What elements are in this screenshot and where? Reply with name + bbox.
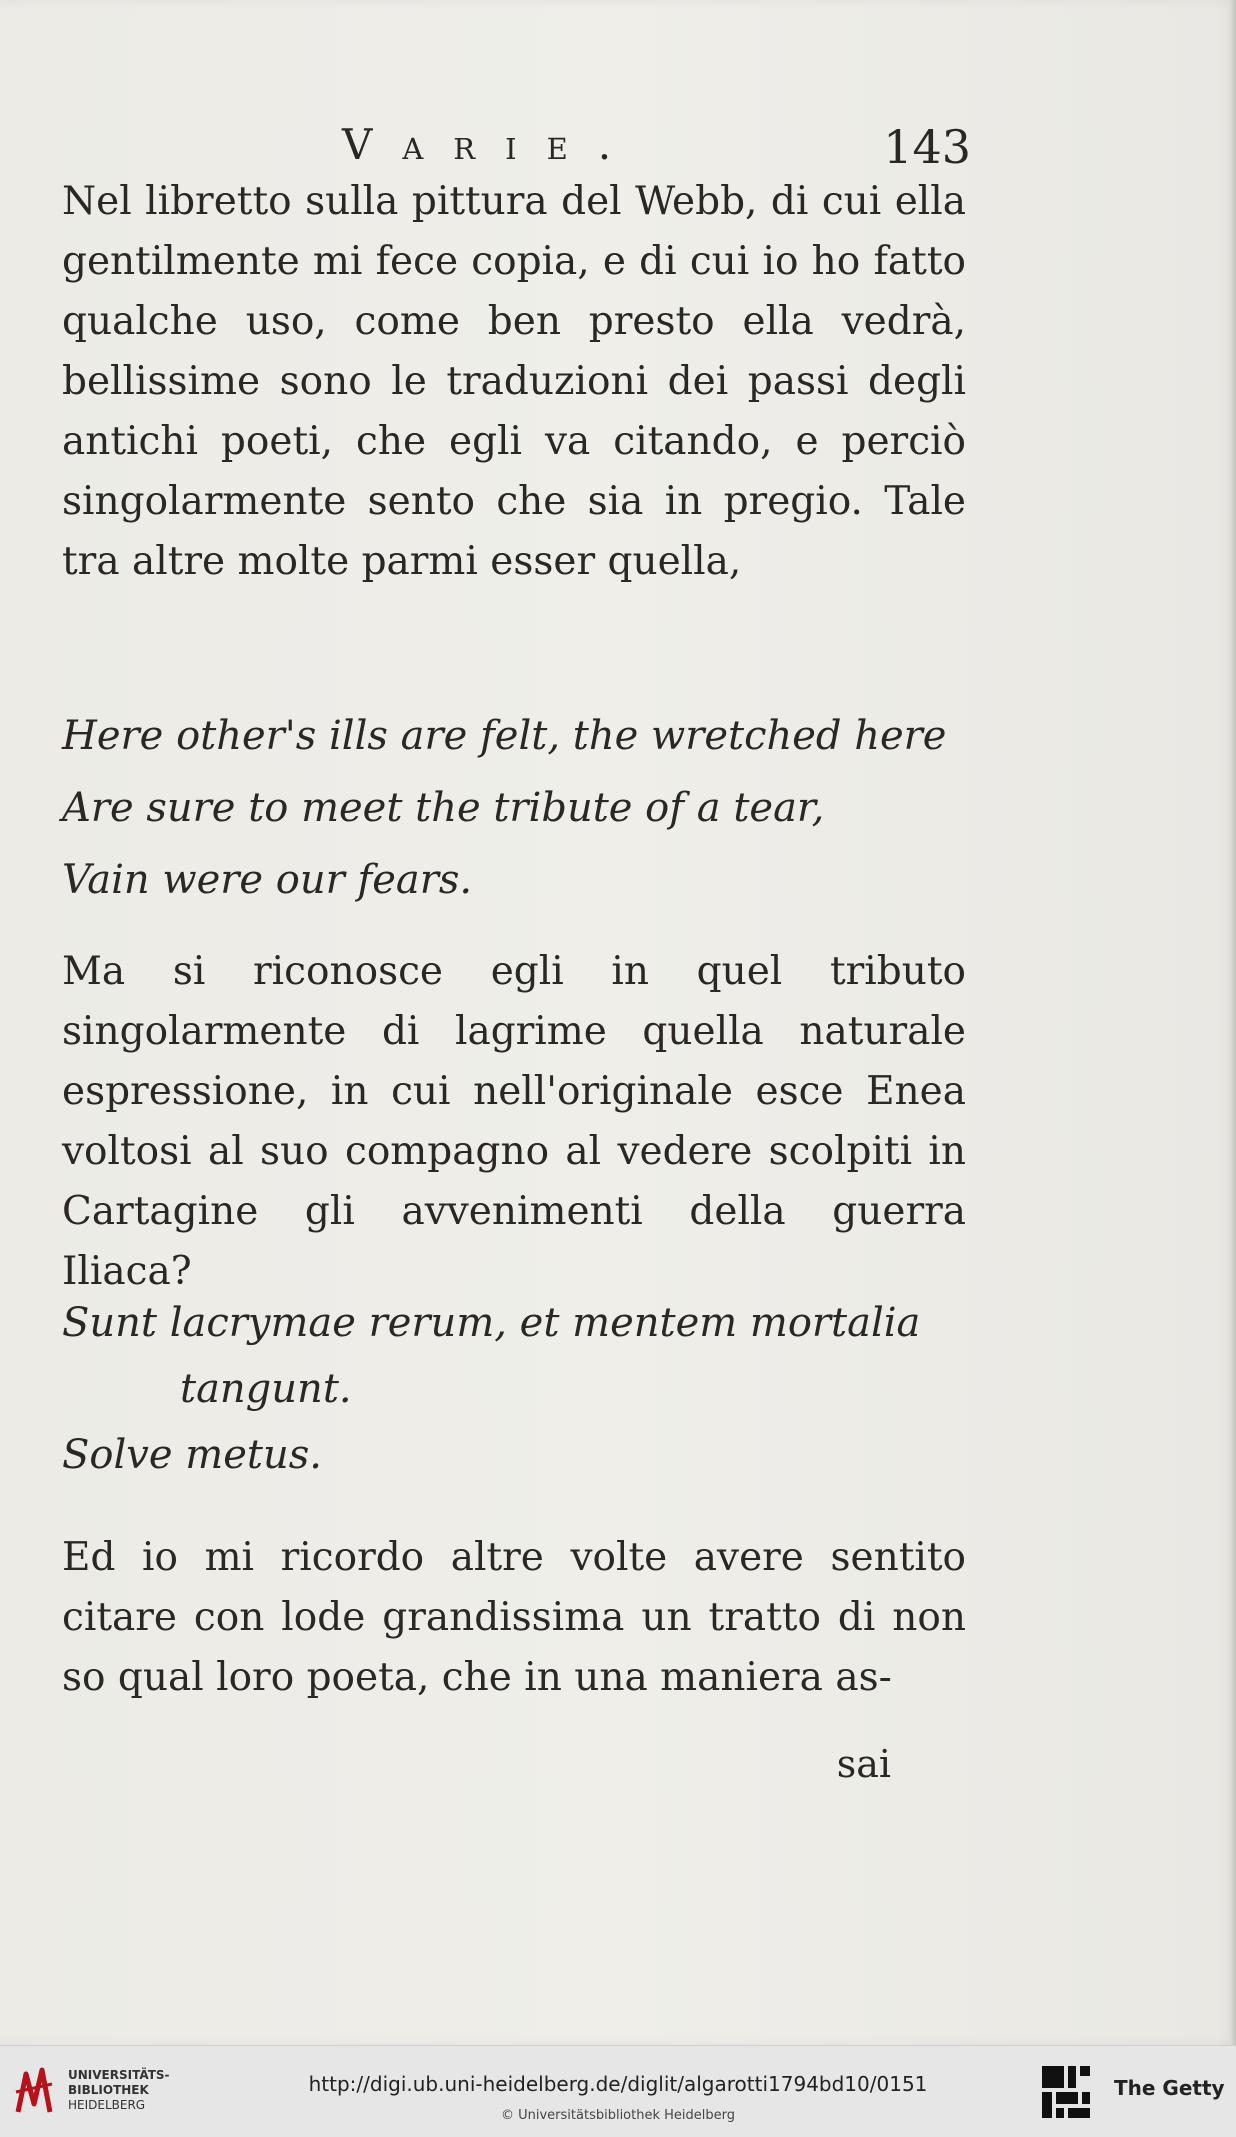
viewer-footer <box>0 2045 1236 2137</box>
verse-line: Vain were our fears. <box>62 857 473 903</box>
page-edge-shadow <box>1230 0 1236 2045</box>
permalink-url[interactable]: http://digi.ub.uni-heidelberg.de/diglit/algarotti1794bd10/0151 <box>308 2072 928 2096</box>
partner-name: The Getty <box>1114 2076 1225 2100</box>
paragraph-2-text: Ma si riconosce egli in quel tributo singolarmente di lagrime quella naturale espressione, in cui nell'originale esce Enea voltosi al suo compagno al vedere scolpiti in Cartagine gli avvenimenti della guerra Iliaca? <box>62 949 966 1294</box>
verse-line: Here other's ills are felt, the wretched here <box>62 713 947 759</box>
verse-quote-english <box>62 700 966 916</box>
verse-line: Sunt lacrymae rerum, et mentem mortalia <box>62 1300 921 1346</box>
paragraph-1-text: Nel libretto sulla pittura del Webb, di cui ella gentilmente mi fece copia, e di cui io ho fatto qualche uso, come ben presto ella vedrà, bellissime sono le traduzioni dei passi degli antichi poeti, che egli va citando, e perciò singolarmente sento che sia in pregio. Tale tra altre molte parmi esser quella, <box>62 179 966 584</box>
paragraph-3 <box>62 1528 966 1708</box>
paragraph-2 <box>62 942 966 1302</box>
page-number: 143 <box>883 120 971 174</box>
running-header <box>0 112 1236 172</box>
verse-line: Are sure to meet the tribute of a tear, <box>62 785 825 831</box>
getty-logo-icon <box>1040 2064 1092 2120</box>
library-name-line-1: UNIVERSITÄTS- <box>68 2068 170 2082</box>
paragraph-3-text: Ed io mi ricordo altre volte avere sentito citare con lode grandissima un tratto di non so qual loro poeta, che in una maniera as- <box>62 1535 966 1700</box>
verse-line: Solve metus. <box>62 1432 322 1478</box>
copyright-notice: © Universitätsbibliothek Heidelberg <box>500 2108 735 2123</box>
catchword: sai <box>836 1742 891 1786</box>
library-name-line-3: HEIDELBERG <box>68 2098 146 2112</box>
paragraph-1 <box>62 172 966 592</box>
verse-line: tangunt. <box>180 1366 352 1412</box>
verse-quote-latin <box>62 1290 966 1488</box>
library-name-line-2: BIBLIOTHEK <box>68 2083 149 2097</box>
running-title: Varie. <box>342 120 642 169</box>
